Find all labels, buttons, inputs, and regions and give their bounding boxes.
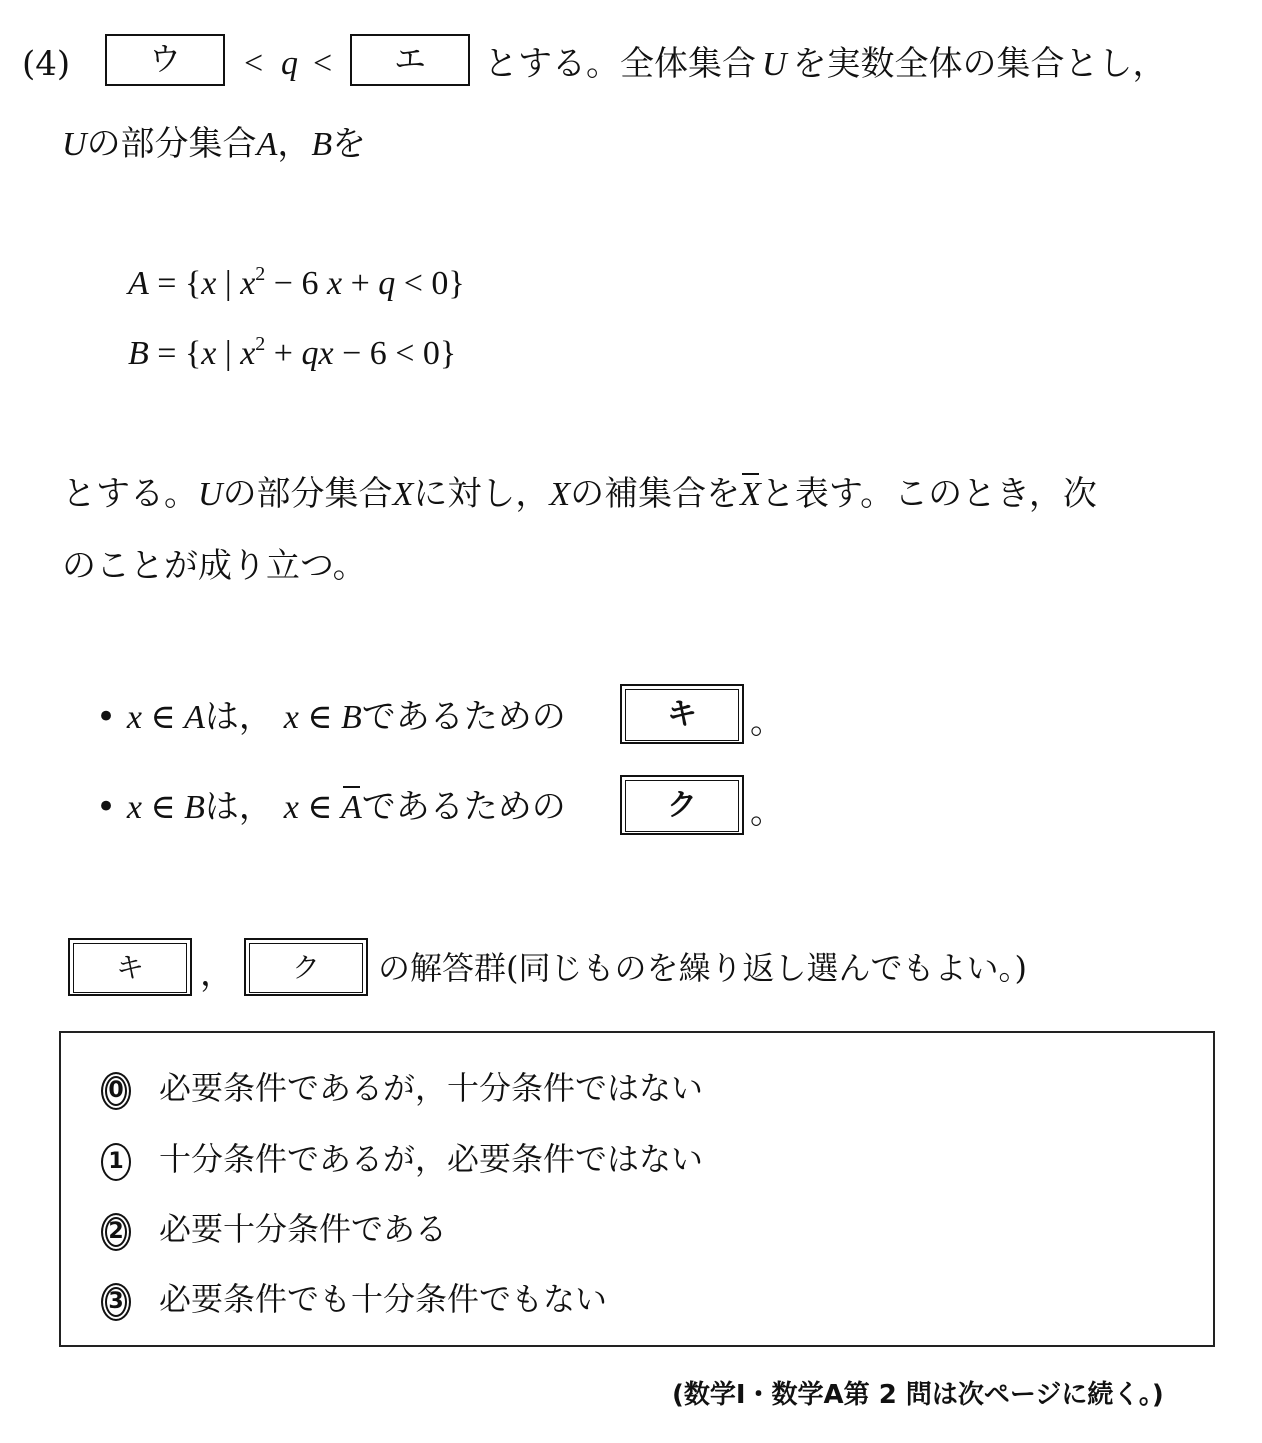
x-complement: X xyxy=(740,476,761,513)
answer-choices-box xyxy=(59,1031,1215,1347)
answer-box-ku-1: ク xyxy=(620,775,744,835)
choice-1: 1 十分条件であるが，必要条件ではない xyxy=(101,1139,703,1181)
intro-text: とする。全体集合 U を実数全体の集合とし， xyxy=(484,44,1167,84)
answer-box-ki-1: キ xyxy=(620,684,744,744)
answer-group-comma: ， xyxy=(200,954,234,994)
choice-number-2: 2 xyxy=(101,1213,131,1251)
choice-0: 0 必要条件であるが，十分条件ではない xyxy=(101,1068,703,1110)
continuation-note: (数学Ⅰ・数学A第 2 問は次ページに続く。) xyxy=(672,1380,1164,1410)
answer-group-title: の解答群(同じものを繰り返し選んでもよい。) xyxy=(378,949,1027,987)
bullet-2-end: 。 xyxy=(750,792,784,832)
bullet-1-end: 。 xyxy=(750,702,784,742)
less-than-2: < xyxy=(313,45,333,82)
answer-box-ki-2: キ xyxy=(68,938,192,996)
var-q: q xyxy=(281,45,298,82)
intro-line-2: Uの部分集合A，Bを xyxy=(62,124,367,164)
choice-number-0: 0 xyxy=(101,1072,131,1110)
choice-number-1: 1 xyxy=(101,1143,131,1181)
complement-line-2: のことが成り立つ。 xyxy=(62,546,367,586)
bullet-item-2: • x ∈ Bは， x ∈ Aであるための xyxy=(96,787,566,827)
bullet-item-1: • x ∈ Aは， x ∈ Bであるための xyxy=(96,697,566,737)
choice-3: 3 必要条件でも十分条件でもない xyxy=(101,1279,607,1321)
answer-box-e: エ xyxy=(350,34,470,86)
answer-box-ku-2: ク xyxy=(244,938,368,996)
a-complement: A xyxy=(341,789,362,826)
less-than-1: < xyxy=(244,45,264,82)
set-b-definition: B = {x | $x^2$ + qx − 6 < 0} xyxy=(128,333,457,372)
answer-box-u: ウ xyxy=(105,34,225,86)
problem-label: (4) xyxy=(22,44,71,84)
complement-line-1: とする。Uの部分集合Xに対し，Xの補集合をXと表す。このとき，次 xyxy=(62,474,1097,514)
choice-number-3: 3 xyxy=(101,1283,131,1321)
set-a-definition: A = {x | $x^2 - 6$ x + q < 0} xyxy=(128,263,465,302)
choice-2: 2 必要十分条件である xyxy=(101,1209,447,1251)
